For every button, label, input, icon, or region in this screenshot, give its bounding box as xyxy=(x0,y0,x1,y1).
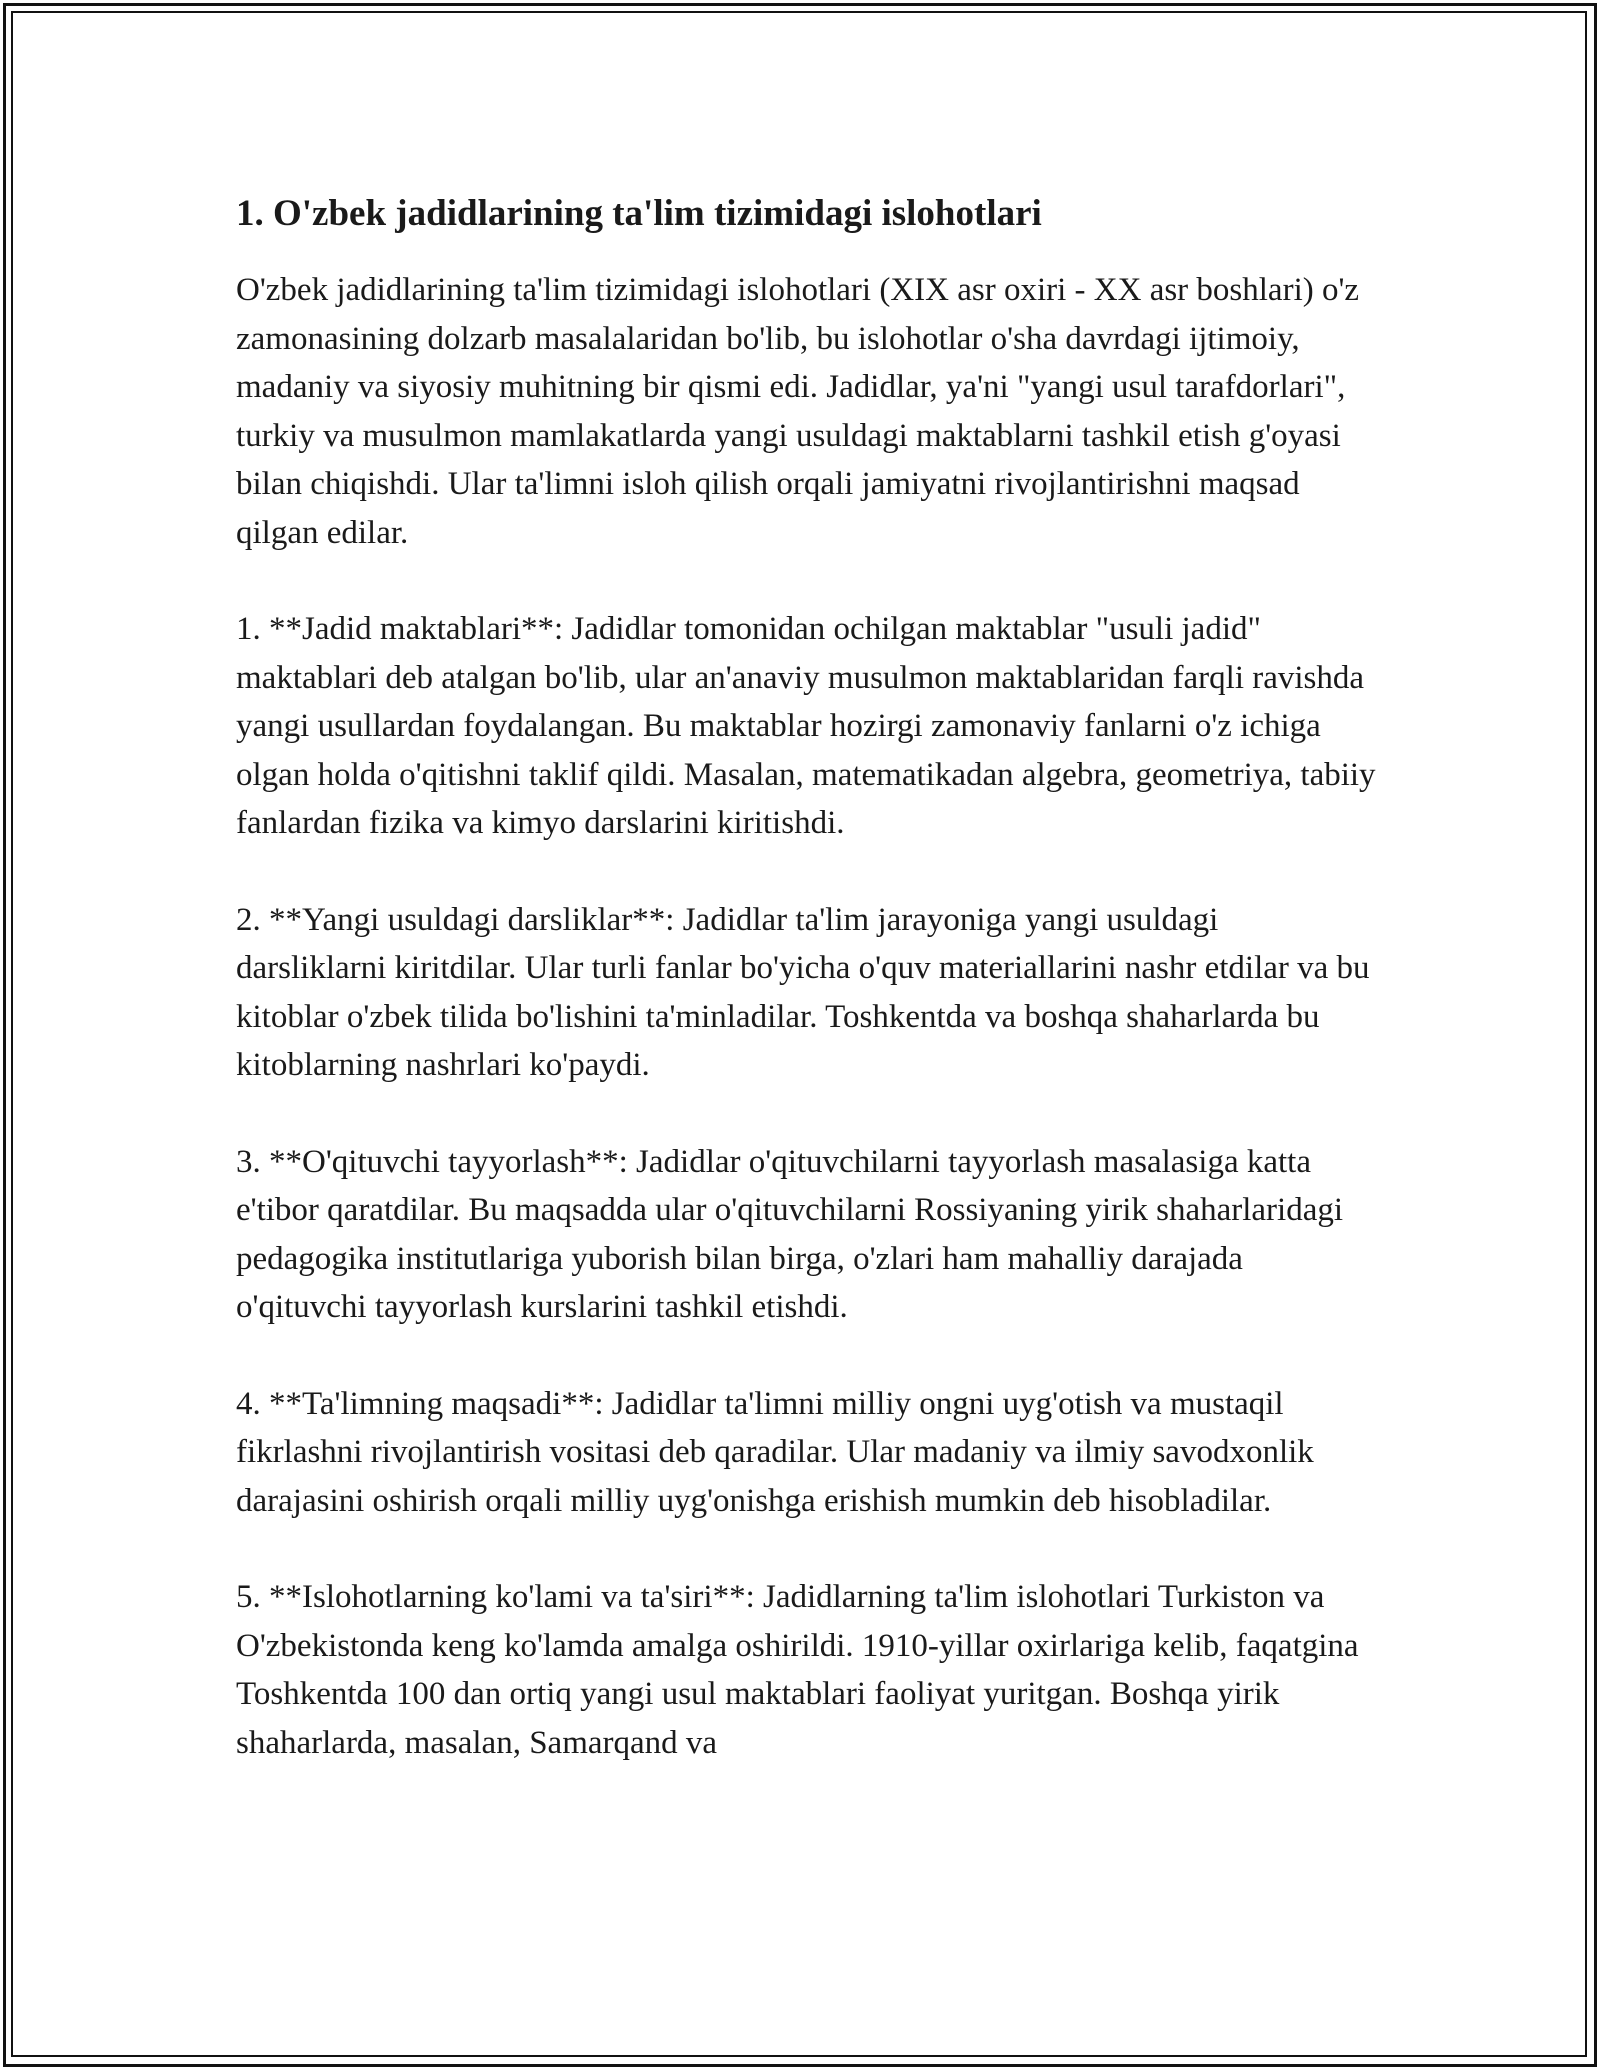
document-body xyxy=(236,188,1376,1815)
paragraph-reform-scope: 5. **Islohotlarning ko'lami va ta'siri**: Jadidlarning ta'lim islohotlari Turkiston va O'zbekistonda keng ko'lamda amalga oshirildi. 1910-yillar oxirlariga kelib, faqatgina Toshkentda 100 dan ortiq yangi usul maktablari faoliyat yuritgan. Boshqa yirik shaharlarda, masalan, Samarqand va xyxy=(236,1579,1359,1761)
paragraph-intro: O'zbek jadidlarining ta'lim tizimidagi islohotlari (XIX asr oxiri - XX asr boshlari) o'z zamonasining dolzarb masalalaridan bo'lib, bu islohotlar o'sha davrdagi ijtimoiy, madaniy va siyosiy muhitning bir qismi edi. Jadidlar, ya'ni "yangi usul tarafdorlari", turkiy va musulmon mamlakatlarda yangi usuldagi maktablarni tashkil etish g'oyasi bilan chiqishdi. Ular ta'limni isloh qilish orqali jamiyatni rivojlantirishni maqsad qilgan edilar. xyxy=(236,272,1360,551)
paragraph-education-goal: 4. **Ta'limning maqsadi**: Jadidlar ta'limni milliy ongni uyg'otish va mustaqil fikrlashni rivojlantirish vositasi deb qaradilar. Ular madaniy va ilmiy savodxonlik darajasini oshirish orqali milliy uyg'onishga erishish mumkin deb hisobladilar. xyxy=(236,1385,1314,1519)
document-title: 1. O'zbek jadidlarining ta'lim tizimidagi islohotlari xyxy=(236,193,1042,234)
paragraph-teacher-training: 3. **O'qituvchi tayyorlash**: Jadidlar o'qituvchilarni tayyorlash masalasiga katta e'tibor qaratdilar. Bu maqsadda ular o'qituvchilarni Rossiyaning yirik shaharlaridagi pedagogika institutlariga yuborish bilan birga, o'zlari ham mahalliy darajada o'qituvchi tayyorlash kurslarini tashkil etishdi. xyxy=(236,1143,1344,1325)
paragraph-jadid-schools: 1. **Jadid maktablari**: Jadidlar tomonidan ochilgan maktablar "usuli jadid" maktablari deb atalgan bo'lib, ular an'anaviy musulmon maktablaridan farqli ravishda yangi usullardan foydalangan. Bu maktablar hozirgi zamonaviy fanlarni o'z ichiga olgan holda o'qitishni taklif qildi. Masalan, matematikadan algebra, geometriya, tabiiy fanlardan fizika va kimyo darslarini kiritishdi. xyxy=(236,611,1376,841)
paragraph-new-textbooks: 2. **Yangi usuldagi darsliklar**: Jadidlar ta'lim jarayoniga yangi usuldagi darsliklarni kiritdilar. Ular turli fanlar bo'yicha o'quv materiallarini nashr etdilar va bu kitoblar o'zbek tilida bo'lishini ta'minladilar. Toshkentda va boshqa shaharlarda bu kitoblarning nashrlari ko'paydi. xyxy=(236,901,1370,1083)
